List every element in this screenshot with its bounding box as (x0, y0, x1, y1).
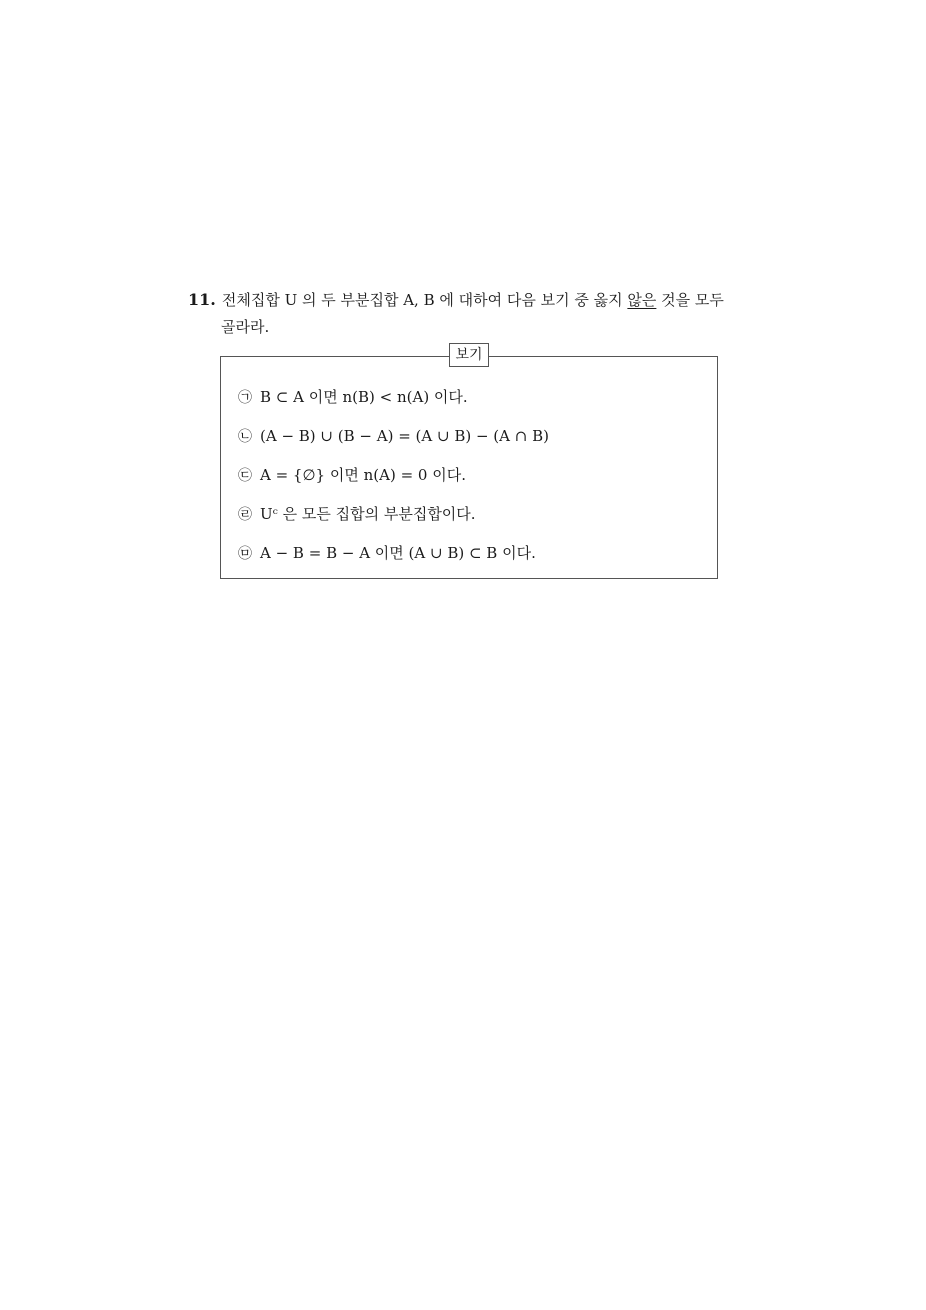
question-line-2: 골라라. (221, 318, 270, 336)
choice-marker: ㉠ (238, 390, 252, 406)
choice-text: (A − B) ∪ (B − A) = (A ∪ B) − (A ∩ B) (260, 427, 549, 445)
question-line-1 (188, 286, 758, 314)
choice-marker: ㉡ (238, 429, 252, 445)
choice-item (238, 424, 708, 463)
question-underlined-word: 않은 (627, 291, 657, 309)
choice-item (238, 541, 708, 580)
choice-text: A − B = B − A 이면 (A ∪ B) ⊂ B 이다. (260, 544, 536, 562)
choice-item (238, 385, 708, 424)
choice-item (238, 502, 708, 541)
choice-marker: ㉢ (238, 468, 252, 484)
question-text-end: 것을 모두 (656, 291, 724, 309)
choice-marker: ㉣ (238, 507, 252, 523)
question-number: 11. (188, 290, 216, 309)
question-text-start: 전체집합 U 의 두 부분집합 A, B 에 대하여 다음 보기 중 옳지 (221, 291, 628, 309)
choice-marker: ㉤ (238, 546, 252, 562)
choice-item (238, 463, 708, 502)
choice-text: B ⊂ A 이면 n(B) < n(A) 이다. (260, 388, 468, 406)
choices-box-title: 보기 (449, 343, 489, 367)
choice-text: Uᶜ 은 모든 집합의 부분집합이다. (260, 505, 476, 523)
choice-text: A = {∅} 이면 n(A) = 0 이다. (260, 466, 466, 484)
question (188, 286, 758, 341)
choice-list (238, 385, 708, 580)
